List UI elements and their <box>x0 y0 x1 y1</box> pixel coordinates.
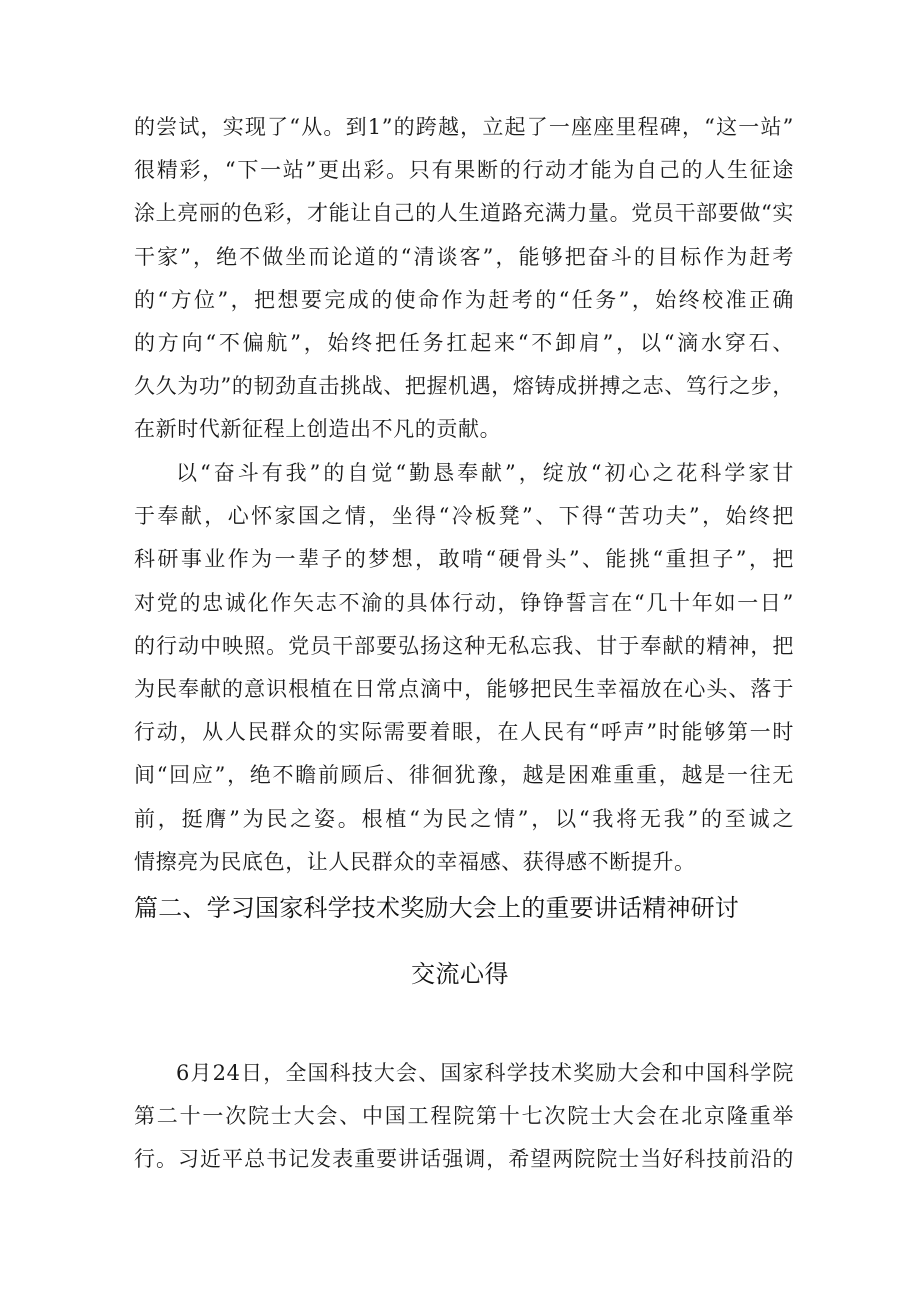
paragraph-line: 久久为功”的韧劲直击挑战、把握机遇，熔铸成拼搏之志、笃行之步， <box>134 374 794 399</box>
paragraph-line: 为民奉献的意识根植在日常点滴中，能够把民生幸福放在心头、落于 <box>134 677 794 702</box>
section-heading-line-2: 交流心得 <box>411 960 509 988</box>
paragraph-line: 第二十一次院士大会、中国工程院第十七次院士大会在北京隆重举 <box>134 1104 794 1129</box>
paragraph-line: 行动，从人民群众的实际需要着眼，在人民有“呼声”时能够第一时 <box>134 720 794 745</box>
paragraph-2 <box>134 452 794 884</box>
paragraph-line: 前，挺膺”为民之姿。根植“为民之情”，以“我将无我”的至诚之 <box>134 806 794 831</box>
paragraph-line: 的“方位”，把想要完成的使命作为赶考的“任务”，始终校准正确 <box>134 287 794 312</box>
paragraph-line: 行。习近平总书记发表重要讲话强调，希望两院院士当好科技前沿的 <box>134 1147 794 1172</box>
paragraph-line: 干家”，绝不做坐而论道的“清谈客”，能够把奋斗的目标作为赶考 <box>134 244 794 269</box>
paragraph-line: 涂上亮丽的色彩，才能让自己的人生道路充满力量。党员干部要做“实 <box>134 201 794 226</box>
paragraph-line: 情擦亮为民底色，让人民群众的幸福感、获得感不断提升。 <box>134 849 696 874</box>
paragraph-line: 对党的忠诚化作矢志不渝的具体行动，铮铮誓言在“几十年如一日” <box>134 590 794 615</box>
paragraph-line: 的行动中映照。党员干部要弘扬这种无私忘我、甘于奉献的精神，把 <box>134 633 794 658</box>
paragraph-line: 的尝试，实现了“从。到1”的跨越，立起了一座座里程碑，“这一站” <box>134 115 794 139</box>
paragraph-1-text <box>134 106 794 452</box>
paragraph-1 <box>134 106 794 452</box>
paragraph-line: 以“奋斗有我”的自觉“勤恳奉献”，绽放“初心之花科学家甘 <box>176 461 794 485</box>
paragraph-3-text <box>134 1052 794 1182</box>
paragraph-2-text <box>134 452 794 884</box>
paragraph-line: 科研事业作为一辈子的梦想，敢啃“硬骨头”、能挑“重担子”，把 <box>134 547 794 572</box>
paragraph-line: 间“回应”，绝不瞻前顾后、徘徊犹豫，越是困难重重，越是一往无 <box>134 763 794 788</box>
section-heading-line-1: 篇二、学习国家科学技术奖励大会上的重要讲话精神研讨 <box>134 894 739 922</box>
paragraph-line: 很精彩，“下一站”更出彩。只有果断的行动才能为自己的人生征途 <box>134 158 794 183</box>
paragraph-line: 于奉献，心怀家国之情，坐得“冷板凳”、下得“苦功夫”，始终把 <box>134 504 794 529</box>
paragraph-line: 的方向“不偏航”，始终把任务扛起来“不卸肩”，以“滴水穿石、 <box>134 331 794 356</box>
paragraph-line: 6月24日，全国科技大会、国家科学技术奖励大会和中国科学院 <box>176 1061 794 1085</box>
paragraph-line: 在新时代新征程上创造出不凡的贡献。 <box>134 417 502 442</box>
paragraph-3 <box>134 1052 794 1182</box>
